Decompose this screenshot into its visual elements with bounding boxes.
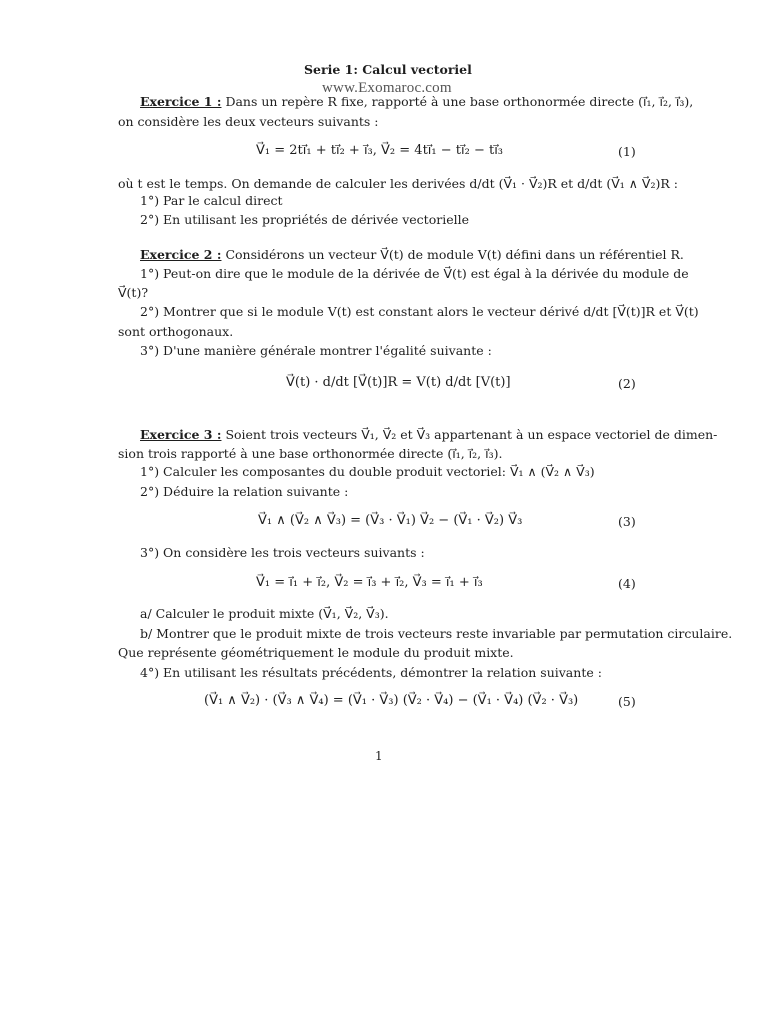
ex3-question1: 1°) Calculer les composantes du double produit vectoriel: V⃗₁ ∧ (V⃗₂ ∧ V⃗₃) [140,464,595,479]
ex3-question2: 2°) Déduire la relation suivante : [140,484,349,499]
ex3-equation4-number: (4) [618,576,636,591]
ex2-question1b: V⃗(t)? [118,285,149,300]
ex1-equation: V⃗₁ = 2ti⃗₁ + ti⃗₂ + i⃗₃, V⃗₂ = 4ti⃗₁ − ti⃗₂ − ti⃗₃ [256,143,504,158]
ex3-question-b1: b/ Montrer que le produit mixte de trois vecteurs reste invariable par permutation circulaire. [140,626,733,641]
ex3-label: Exercice 3 : [140,427,222,442]
ex3-equation4: V⃗₁ = i⃗₁ + i⃗₂, V⃗₂ = i⃗₃ + i⃗₂, V⃗₃ = i⃗₁ + i⃗₃ [256,575,483,590]
page-number: 1 [375,749,383,763]
ex2-question1a: 1°) Peut-on dire que le module de la dérivée de V⃗(t) est égal à la dérivée du module de [140,266,689,281]
ex2-question2a: 2°) Montrer que si le module V(t) est constant alors le vecteur dérivé d/dt [V⃗(t)]R et V⃗(t) [140,304,699,319]
ex3-question-a: a/ Calculer le produit mixte (V⃗₁, V⃗₂, V⃗₃). [140,606,389,621]
ex2-text1: Considérons un vecteur V⃗(t) de module V(t) défini dans un référentiel R. [225,247,684,262]
ex1-equation-number: (1) [618,144,636,159]
ex2-label: Exercice 2 : [140,247,222,262]
ex3-equation5-number: (5) [618,694,636,709]
ex2-question3: 3°) D'une manière générale montrer l'égalité suivante : [140,343,492,358]
ex1-line1 [140,94,693,110]
ex3-question4: 4°) En utilisant les résultats précédents, démontrer la relation suivante : [140,665,602,680]
ex1-text1: Dans un repère R fixe, rapporté à une base orthonormée directe (i⃗₁, i⃗₂, i⃗₃), [225,94,694,109]
ex3-text1: Soient trois vecteurs V⃗₁, V⃗₂ et V⃗₃ appartenant à un espace vectoriel de dimen- [225,427,718,442]
ex2-equation-number: (2) [618,376,636,391]
ex3-line2: sion trois rapporté à une base orthonormée directe (i⃗₁, i⃗₂, i⃗₃). [118,446,503,461]
ex1-line3: où t est le temps. On demande de calculer les derivées d/dt (V⃗₁ · V⃗₂)R et d/dt (V⃗₁ ∧ V⃗₂)R : [118,176,678,191]
ex3-question3: 3°) On considère les trois vecteurs suivants : [140,545,425,560]
ex3-equation3: V⃗₁ ∧ (V⃗₂ ∧ V⃗₃) = (V⃗₃ · V⃗₁) V⃗₂ − (V⃗₁ · V⃗₂) V⃗₃ [258,513,523,528]
ex3-equation3-number: (3) [618,514,636,529]
ex3-equation5: (V⃗₁ ∧ V⃗₂) · (V⃗₃ ∧ V⃗₄) = (V⃗₁ · V⃗₃) (V⃗₂ · V⃗₄) − (V⃗₁ · V⃗₄) (V⃗₂ · V⃗₃) [204,693,579,708]
ex1-line2: on considère les deux vecteurs suivants : [118,114,379,129]
ex1-label: Exercice 1 : [140,94,222,109]
ex2-equation: V⃗(t) · d/dt [V⃗(t)]R = V(t) d/dt [V(t)] [286,375,511,390]
ex2-line1 [140,247,684,263]
ex1-question2: 2°) En utilisant les propriétés de dérivée vectorielle [140,212,469,227]
page-title: Serie 1: Calcul vectoriel [304,62,472,77]
ex2-question2b: sont orthogonaux. [118,324,234,339]
ex3-question-b2: Que représente géométriquement le module du produit mixte. [118,645,514,660]
site-watermark: www.Exomaroc.com [322,80,452,96]
ex3-line1 [140,427,717,443]
ex1-question1: 1°) Par le calcul direct [140,193,283,208]
